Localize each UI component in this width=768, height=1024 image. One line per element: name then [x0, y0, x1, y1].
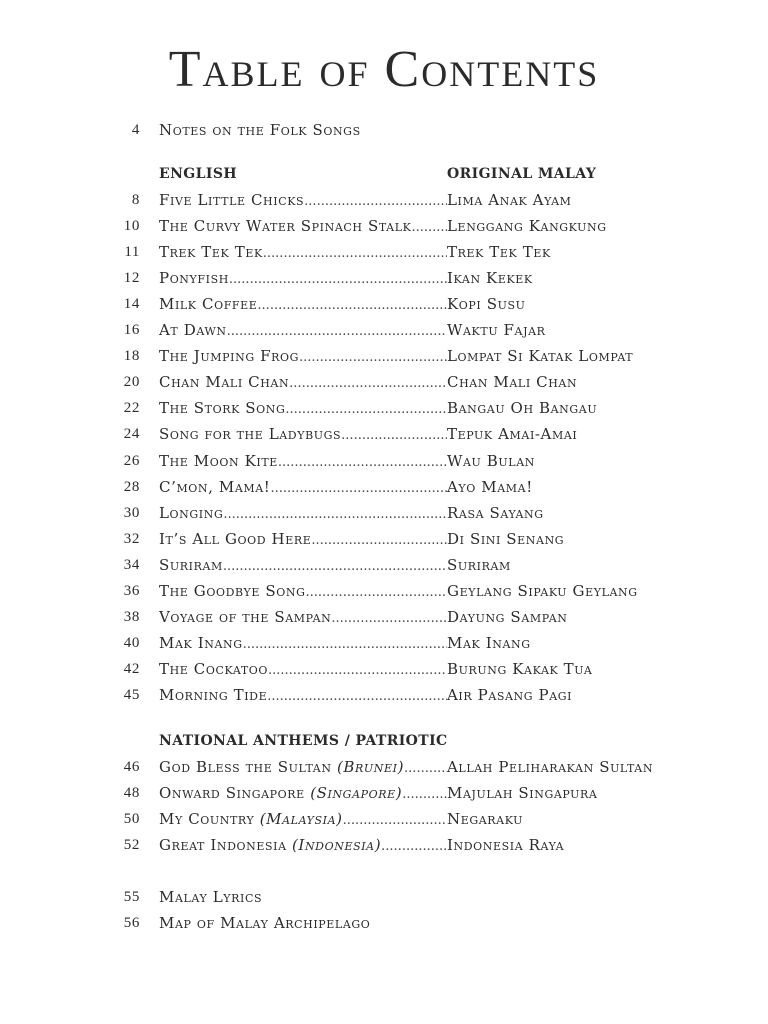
- page-number: 26: [123, 453, 140, 469]
- english-title: The Goodbye Song .....: [159, 580, 447, 604]
- heading-english: ENGLISH: [159, 166, 237, 182]
- english-title: The Curvy Water Spinach Stalk .....: [159, 215, 447, 239]
- english-title: The Moon Kite .....: [159, 450, 447, 474]
- english-title: The Cockatoo .....: [159, 658, 447, 682]
- country-name: (Malaysia): [259, 810, 343, 828]
- english-title: [159, 756, 447, 780]
- page-number: 46: [123, 759, 140, 775]
- english-title: At Dawn .....: [159, 319, 447, 343]
- country-name: (Indonesia): [291, 836, 382, 854]
- malay-title: Geylang Sipaku Geylang: [447, 582, 638, 600]
- malay-title: Air Pasang Pagi: [447, 686, 573, 704]
- english-title: Morning Tide .....: [159, 684, 447, 708]
- heading-national-anthems: NATIONAL ANTHEMS / PATRIOTIC: [159, 733, 448, 749]
- english-title: Suriram .....: [159, 554, 447, 578]
- malay-title: Suriram: [447, 556, 511, 574]
- english-title: Five Little Chicks .....: [159, 189, 447, 213]
- entry-title: Map of Malay Archipelago: [159, 914, 371, 932]
- page-number: 28: [123, 479, 140, 495]
- malay-title: Waktu Fajar: [447, 321, 546, 339]
- malay-title: Rasa Sayang: [447, 504, 544, 522]
- english-title: Voyage of the Sampan .....: [159, 606, 447, 630]
- page-number: 36: [123, 583, 140, 599]
- malay-title: Majulah Singapura: [447, 784, 598, 802]
- english-title: [159, 834, 447, 858]
- malay-title: Ayo Mama!: [447, 478, 533, 496]
- malay-title: Burung Kakak Tua: [447, 660, 593, 678]
- malay-title: Trek Tek Tek: [447, 243, 551, 261]
- english-title: Chan Mali Chan .....: [159, 371, 447, 395]
- anthem-title: My Country: [159, 810, 255, 828]
- english-title: The Stork Song .....: [159, 397, 447, 421]
- page-number: 45: [123, 687, 140, 703]
- page-number: 14: [123, 296, 140, 312]
- malay-title: Wau Bulan: [447, 452, 535, 470]
- page-number: 42: [123, 661, 140, 677]
- english-title: [159, 782, 447, 806]
- anthem-title: God Bless the Sultan: [159, 758, 332, 776]
- page-number: 56: [123, 915, 140, 931]
- malay-title: Negaraku: [447, 810, 524, 828]
- malay-title: Chan Mali Chan: [447, 373, 578, 391]
- page-number: 12: [123, 270, 140, 286]
- page-number: 32: [123, 531, 140, 547]
- malay-title: Indonesia Raya: [447, 836, 565, 854]
- page-number: 4: [131, 122, 140, 138]
- english-title: Longing .....: [159, 502, 447, 526]
- entry-title: Malay Lyrics: [159, 888, 263, 906]
- page-number: 38: [123, 609, 140, 625]
- malay-title: Ikan Kekek: [447, 269, 533, 287]
- page-number: 50: [123, 811, 140, 827]
- english-title: It’s All Good Here .....: [159, 528, 447, 552]
- malay-title: Lompat Si Katak Lompat: [447, 347, 634, 365]
- page-number: 8: [131, 192, 140, 208]
- anthem-title: Great Indonesia: [159, 836, 287, 854]
- page-number: 22: [123, 400, 140, 416]
- malay-title: Mak Inang: [447, 634, 531, 652]
- page-number: 30: [123, 505, 140, 521]
- malay-title: Dayung Sampan: [447, 608, 568, 626]
- malay-title: Lima Anak Ayam: [447, 191, 572, 209]
- page-number: 34: [123, 557, 140, 573]
- malay-title: Tepuk Amai-Amai: [447, 425, 578, 443]
- page-number: 10: [123, 218, 140, 234]
- malay-title: Lenggang Kangkung: [447, 217, 607, 235]
- page-number: 55: [123, 889, 140, 905]
- page-number: 16: [123, 322, 140, 338]
- english-title: C’mon, Mama! .....: [159, 476, 447, 500]
- entry-title: Notes on the Folk Songs: [159, 121, 361, 139]
- english-title: The Jumping Frog .....: [159, 345, 447, 369]
- english-title: Song for the Ladybugs .....: [159, 423, 447, 447]
- malay-title: Allah Peliharakan Sultan: [447, 758, 654, 776]
- malay-title: Di Sini Senang: [447, 530, 565, 548]
- english-title: Ponyfish .....: [159, 267, 447, 291]
- page-number: 40: [123, 635, 140, 651]
- page-number: 52: [123, 837, 140, 853]
- page-number: 24: [123, 426, 140, 442]
- country-name: (Singapore): [310, 784, 403, 802]
- page-number: 11: [124, 244, 140, 260]
- english-title: Mak Inang .....: [159, 632, 447, 656]
- page-number: 18: [123, 348, 140, 364]
- malay-title: Bangau Oh Bangau: [447, 399, 598, 417]
- english-title: [159, 808, 447, 832]
- english-title: Milk Coffee .....: [159, 293, 447, 317]
- anthem-title: Onward Singapore: [159, 784, 305, 802]
- english-title: Trek Tek Tek .....: [159, 241, 447, 265]
- page-title: Table of Contents: [168, 41, 600, 98]
- page-number: 20: [123, 374, 140, 390]
- heading-original-malay: ORIGINAL MALAY: [447, 166, 597, 182]
- malay-title: Kopi Susu: [447, 295, 526, 313]
- page-number: 48: [123, 785, 140, 801]
- country-name: (Brunei): [336, 758, 405, 776]
